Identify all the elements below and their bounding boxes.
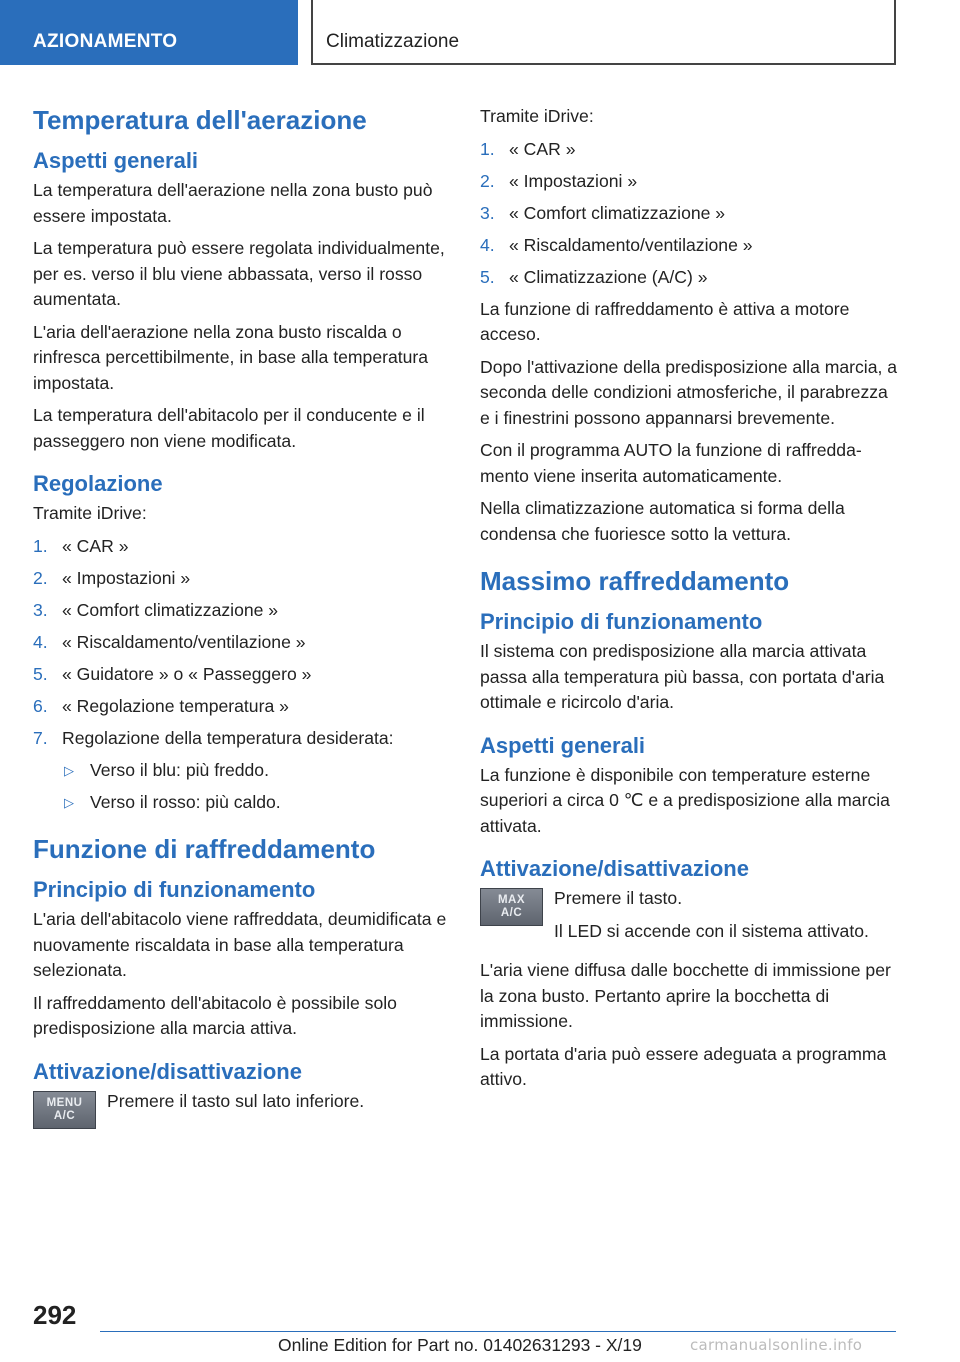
page-number: 292 bbox=[33, 1300, 77, 1330]
step-text: « Climatizzazione (A/C) » bbox=[509, 266, 708, 287]
chapter-label: Climatizzazione bbox=[326, 31, 460, 52]
max-ac-key-icon bbox=[480, 888, 543, 926]
triangle-bullet-icon: ▷ bbox=[64, 762, 74, 778]
paragraph: La portata d'aria può essere adeguata a programma attivo. bbox=[480, 1043, 887, 1089]
step-number: 3. bbox=[33, 599, 48, 620]
step-number: 2. bbox=[480, 170, 495, 191]
section-title: Funzione di raffreddamento bbox=[33, 834, 376, 864]
bullet-item bbox=[62, 790, 451, 816]
step-text: « Riscaldamento/ventilazione » bbox=[62, 631, 306, 652]
section-title: Massimo raffreddamento bbox=[480, 566, 790, 596]
triangle-bullet-icon: ▷ bbox=[64, 794, 74, 810]
paragraph: Dopo l'attivazione della predisposizione alla marcia, a seconda delle condizioni atmosferiche, il parabrezza e i finestrini possono appannarsi brevemente. bbox=[480, 356, 898, 428]
step-number: 1. bbox=[33, 535, 48, 556]
list-item bbox=[33, 566, 451, 592]
step-text: « CAR » bbox=[509, 138, 576, 159]
list-item bbox=[33, 662, 451, 688]
section-label: AZIONAMENTO bbox=[33, 31, 178, 52]
step-number: 2. bbox=[33, 567, 48, 588]
step-text: « Riscaldamento/ventilazione » bbox=[509, 234, 753, 255]
header-section-tab bbox=[0, 0, 298, 65]
bullet-list bbox=[62, 758, 451, 816]
step-text: Regolazione della temperatura desiderata: bbox=[62, 727, 394, 748]
paragraph: Il sistema con predisposizione alla marcia attivata passa alla temperatura più bassa, con portata d'aria ottimale e ricircolo d'aria. bbox=[480, 641, 885, 712]
list-item bbox=[33, 726, 451, 752]
paragraph: Nella climatizzazione automatica si forma della condensa che fuoriesce sotto la vettura. bbox=[480, 498, 845, 544]
footer-edition: Online Edition for Part no. 01402631293 - X/19 bbox=[278, 1335, 642, 1355]
key-instruction bbox=[480, 886, 898, 944]
paragraph: La funzione è disponibile con temperature esterne superiori a circa 0 ℃ e a predisposizione alla marcia attivata. bbox=[480, 764, 890, 836]
paragraph: Con il programma AUTO la funzione di raffreddamento viene inserita automaticamente. bbox=[480, 440, 862, 486]
subheading: Attivazione/disattivazione bbox=[33, 1058, 302, 1084]
paragraph: La temperatura dell'abitacolo per il conducente e il passeggero non viene modificata. bbox=[33, 405, 425, 451]
paragraph: Tramite iDrive: bbox=[33, 503, 147, 523]
subheading: Principio di funzionamento bbox=[480, 609, 763, 634]
paragraph: La funzione di raffreddamento è attiva a motore acceso. bbox=[480, 298, 850, 344]
step-number: 4. bbox=[33, 631, 48, 652]
step-text: « Regolazione temperatura » bbox=[62, 695, 289, 716]
right-column bbox=[480, 104, 898, 1100]
list-item bbox=[480, 233, 898, 259]
step-number: 7. bbox=[33, 727, 48, 748]
step-number: 5. bbox=[33, 663, 48, 684]
numbered-list bbox=[480, 137, 898, 291]
step-text: « Impostazioni » bbox=[509, 170, 638, 191]
step-number: 6. bbox=[33, 695, 48, 716]
key-instruction bbox=[33, 1089, 451, 1133]
bullet-text: Verso il rosso: più caldo. bbox=[90, 791, 281, 812]
menu-ac-key-icon bbox=[33, 1091, 96, 1129]
step-text: « Impostazioni » bbox=[62, 567, 191, 588]
paragraph: L'aria dell'abitacolo viene raffreddata, deumidificata e nuovamente riscaldata in base alla temperatura selezionata. bbox=[33, 909, 447, 980]
key-label-top: MAX bbox=[497, 894, 526, 906]
step-number: 1. bbox=[480, 138, 495, 159]
footer-divider bbox=[100, 1331, 896, 1332]
subheading: Attivazione/disattivazione bbox=[480, 856, 749, 881]
section-title: Temperatura dell'aerazione bbox=[33, 105, 367, 135]
paragraph: Premere il tasto. bbox=[554, 888, 683, 908]
step-number: 4. bbox=[480, 234, 495, 255]
subheading: Aspetti generali bbox=[33, 148, 199, 173]
key-label-bottom: A/C bbox=[500, 907, 523, 919]
list-item bbox=[480, 265, 898, 291]
list-item bbox=[33, 694, 451, 720]
list-item bbox=[480, 137, 898, 163]
list-item bbox=[33, 630, 451, 656]
subheading: Aspetti generali bbox=[480, 732, 646, 758]
list-item bbox=[480, 201, 898, 227]
key-label-top: MENU bbox=[46, 1096, 83, 1109]
header-chapter-box bbox=[311, 0, 896, 65]
subheading: Principio di funzionamento bbox=[33, 877, 316, 902]
list-item bbox=[33, 534, 451, 560]
key-label-bottom: A/C bbox=[53, 1109, 76, 1122]
paragraph: Il LED si accende con il sistema attivato. bbox=[554, 920, 869, 941]
left-column bbox=[33, 104, 451, 1147]
step-text: « Comfort climatizzazione » bbox=[62, 599, 279, 620]
subheading: Regolazione bbox=[33, 471, 163, 496]
list-item bbox=[33, 598, 451, 624]
numbered-list bbox=[33, 534, 451, 752]
paragraph: L'aria viene diffusa dalle bocchette di immissione per la zona busto. Pertanto aprire la bocchetta di immissione. bbox=[480, 960, 891, 1031]
watermark: carmanualsonline.info bbox=[690, 1336, 863, 1354]
paragraph: L'aria dell'aerazione nella zona busto riscalda o rinfresca percettibilmente, in base alla temperatura impostata. bbox=[33, 321, 429, 393]
step-text: « Guidatore » o « Passeggero » bbox=[62, 663, 312, 684]
bullet-text: Verso il blu: più freddo. bbox=[90, 759, 269, 780]
step-number: 5. bbox=[480, 266, 495, 287]
bullet-item bbox=[62, 758, 451, 784]
paragraph: Tramite iDrive: bbox=[480, 106, 594, 126]
paragraph: La temperatura dell'aerazione nella zona busto può essere impostata. bbox=[33, 180, 433, 226]
paragraph: Il raffreddamento dell'abitacolo è possibile solo predisposizione alla marcia attiva. bbox=[33, 992, 397, 1038]
paragraph: Premere il tasto sul lato inferiore. bbox=[107, 1090, 365, 1111]
step-text: « CAR » bbox=[62, 535, 129, 556]
step-number: 3. bbox=[480, 202, 495, 223]
step-text: « Comfort climatizzazione » bbox=[509, 202, 726, 223]
paragraph: La temperatura può essere regolata individualmente, per es. verso il blu viene abbassata, verso il rosso aumentata. bbox=[33, 238, 445, 309]
list-item bbox=[480, 169, 898, 195]
